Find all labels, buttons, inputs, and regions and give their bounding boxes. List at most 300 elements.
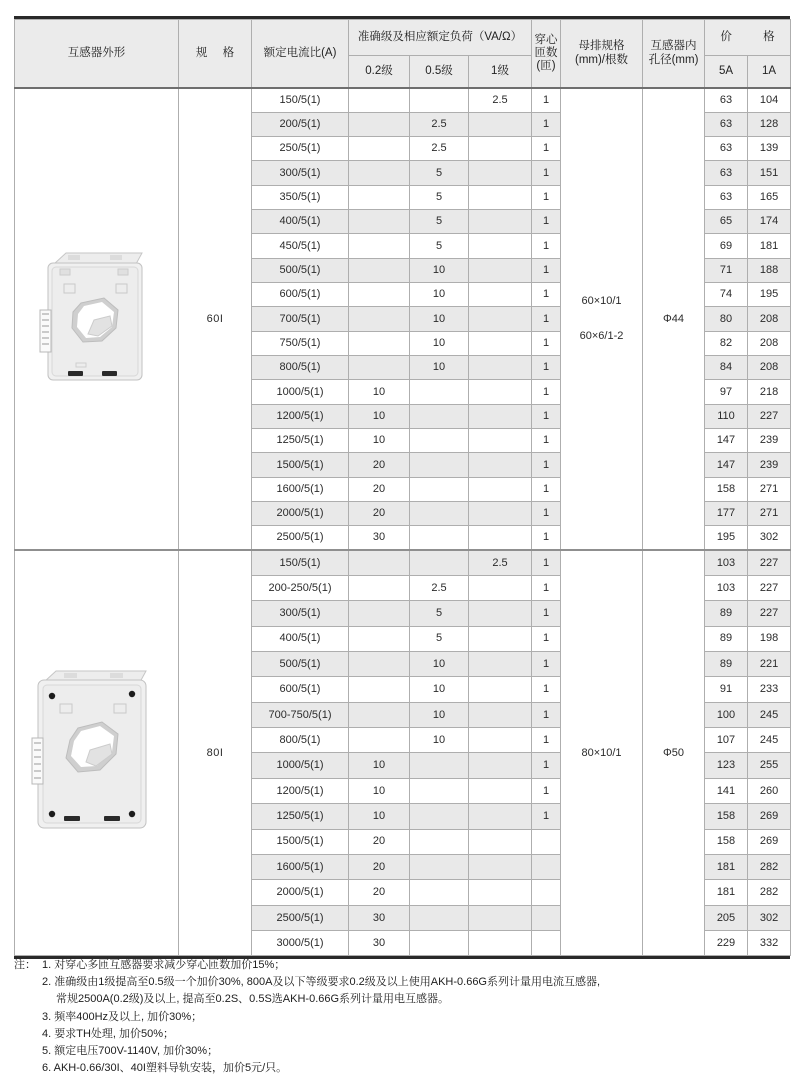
turns-cell — [532, 931, 561, 956]
acc-05-cell: 10 — [410, 258, 469, 282]
price-1a-cell: 139 — [748, 137, 791, 161]
note-text: 6. AKH-0.66/30I、40I塑料导轨安装，加价5元/只。 — [42, 1062, 288, 1075]
acc-1-cell — [469, 185, 532, 209]
price-5a-cell: 74 — [705, 283, 748, 307]
acc-1-cell — [469, 702, 532, 727]
acc-1-cell — [469, 428, 532, 452]
turns-cell: 1 — [532, 185, 561, 209]
col-header-price-group: 价 格 — [705, 20, 791, 56]
price-1a-cell: 271 — [748, 501, 791, 525]
note-text: 5. 额定电压700V-1140V, 加价30%； — [42, 1045, 219, 1058]
acc-1-cell — [469, 601, 532, 626]
ratio-cell: 400/5(1) — [252, 210, 349, 234]
price-5a-cell: 158 — [705, 829, 748, 854]
ratio-cell: 750/5(1) — [252, 331, 349, 355]
price-1a-cell: 208 — [748, 331, 791, 355]
acc-05-cell: 10 — [410, 728, 469, 753]
turns-cell — [532, 829, 561, 854]
ratio-cell: 200/5(1) — [252, 112, 349, 136]
ratio-cell: 2500/5(1) — [252, 526, 349, 550]
acc-1-cell — [469, 501, 532, 525]
acc-05-cell — [410, 88, 469, 112]
acc-1-cell — [469, 331, 532, 355]
acc-02-cell: 10 — [349, 428, 410, 452]
turns-cell: 1 — [532, 428, 561, 452]
price-1a-cell: 188 — [748, 258, 791, 282]
col-header-appearance: 互感器外形 — [15, 20, 179, 89]
acc-1-cell — [469, 677, 532, 702]
price-1a-cell: 198 — [748, 626, 791, 651]
turns-cell: 1 — [532, 778, 561, 803]
acc-1-cell — [469, 880, 532, 905]
ratio-cell: 1200/5(1) — [252, 778, 349, 803]
turns-cell: 1 — [532, 804, 561, 829]
note-text: 1. 对穿心多匝互感器要求减少穿心匝数加价15%； — [42, 959, 286, 971]
col-header-price-1a: 1A — [748, 56, 791, 89]
price-5a-cell: 63 — [705, 88, 748, 112]
col-header-turns-line1: 穿心 — [534, 33, 558, 46]
acc-05-cell: 5 — [410, 210, 469, 234]
turns-cell: 1 — [532, 526, 561, 550]
note-line — [14, 991, 792, 1008]
price-1a-cell: 227 — [748, 550, 791, 575]
ratio-cell: 1500/5(1) — [252, 453, 349, 477]
turns-cell — [532, 880, 561, 905]
ratio-cell: 2500/5(1) — [252, 905, 349, 930]
price-5a-cell: 103 — [705, 575, 748, 600]
table-row — [15, 88, 791, 112]
ratio-cell: 2000/5(1) — [252, 880, 349, 905]
acc-1-cell — [469, 905, 532, 930]
acc-05-cell — [410, 477, 469, 501]
acc-05-cell — [410, 526, 469, 550]
price-1a-cell: 245 — [748, 728, 791, 753]
note-text: 常规2500A(0.2级)及以上, 提高至0.2S、0.5S选AKH-0.66G系列计量用电互感器。 — [56, 993, 450, 1006]
turns-cell: 1 — [532, 355, 561, 379]
acc-02-cell — [349, 651, 410, 676]
acc-1-cell — [469, 575, 532, 600]
acc-05-cell: 2.5 — [410, 575, 469, 600]
acc-05-cell: 10 — [410, 307, 469, 331]
price-1a-cell: 271 — [748, 477, 791, 501]
acc-05-cell — [410, 778, 469, 803]
ratio-cell: 1000/5(1) — [252, 380, 349, 404]
price-1a-cell: 255 — [748, 753, 791, 778]
transformer-60i-image — [15, 88, 179, 550]
acc-1-cell — [469, 137, 532, 161]
acc-1-cell — [469, 453, 532, 477]
price-1a-cell: 332 — [748, 931, 791, 956]
turns-cell: 1 — [532, 137, 561, 161]
col-header-bore — [643, 20, 705, 89]
ratio-cell: 500/5(1) — [252, 651, 349, 676]
acc-05-cell: 10 — [410, 331, 469, 355]
acc-02-cell: 20 — [349, 829, 410, 854]
turns-cell: 1 — [532, 331, 561, 355]
turns-cell: 1 — [532, 283, 561, 307]
price-1a-cell: 151 — [748, 161, 791, 185]
acc-02-cell — [349, 161, 410, 185]
acc-1-cell — [469, 283, 532, 307]
turns-cell: 1 — [532, 161, 561, 185]
spec-value: 80I — [179, 550, 252, 956]
acc-02-cell: 30 — [349, 905, 410, 930]
price-5a-cell: 123 — [705, 753, 748, 778]
acc-05-cell: 10 — [410, 283, 469, 307]
ratio-cell: 600/5(1) — [252, 283, 349, 307]
acc-1-cell — [469, 161, 532, 185]
price-1a-cell: 221 — [748, 651, 791, 676]
acc-02-cell: 20 — [349, 453, 410, 477]
ratio-cell: 1250/5(1) — [252, 428, 349, 452]
acc-02-cell: 20 — [349, 854, 410, 879]
col-header-bore-line2: 孔径(mm) — [648, 53, 699, 66]
ratio-cell: 1200/5(1) — [252, 404, 349, 428]
price-5a-cell: 181 — [705, 854, 748, 879]
note-text: 3. 频率400Hz及以上, 加价30%； — [42, 1010, 203, 1023]
acc-1-cell — [469, 728, 532, 753]
price-5a-cell: 89 — [705, 601, 748, 626]
acc-02-cell — [349, 210, 410, 234]
transformer-80i-drawing — [30, 666, 163, 836]
spec-price-table — [14, 19, 791, 956]
turns-cell: 1 — [532, 601, 561, 626]
acc-02-cell: 10 — [349, 753, 410, 778]
acc-02-cell — [349, 307, 410, 331]
acc-05-cell — [410, 829, 469, 854]
col-header-ratio: 额定电流比(A) — [252, 20, 349, 89]
acc-05-cell — [410, 753, 469, 778]
ratio-cell: 800/5(1) — [252, 355, 349, 379]
ratio-cell: 2000/5(1) — [252, 501, 349, 525]
spec-price-table-wrap — [14, 16, 790, 959]
note-line — [14, 974, 792, 991]
price-5a-cell: 89 — [705, 626, 748, 651]
acc-05-cell — [410, 854, 469, 879]
price-1a-cell: 227 — [748, 575, 791, 600]
acc-02-cell: 10 — [349, 380, 410, 404]
turns-cell: 1 — [532, 702, 561, 727]
acc-05-cell: 5 — [410, 161, 469, 185]
price-1a-cell: 165 — [748, 185, 791, 209]
acc-1-cell — [469, 234, 532, 258]
acc-02-cell: 30 — [349, 526, 410, 550]
turns-cell: 1 — [532, 258, 561, 282]
ratio-cell: 800/5(1) — [252, 728, 349, 753]
acc-05-cell — [410, 931, 469, 956]
acc-05-cell — [410, 404, 469, 428]
busbar-spec-value — [561, 550, 643, 956]
acc-05-cell: 5 — [410, 601, 469, 626]
acc-1-cell — [469, 778, 532, 803]
col-header-busbar — [561, 20, 643, 89]
price-5a-cell: 97 — [705, 380, 748, 404]
note-text: 4. 要求TH处理, 加价50%； — [42, 1027, 175, 1040]
acc-02-cell: 10 — [349, 804, 410, 829]
acc-02-cell: 10 — [349, 404, 410, 428]
acc-02-cell — [349, 355, 410, 379]
col-header-turns-line3: (匝) — [536, 60, 556, 73]
acc-05-cell — [410, 380, 469, 404]
col-header-acc-05: 0.5级 — [410, 56, 469, 89]
bore-diameter-value: Φ44 — [643, 88, 705, 550]
price-5a-cell: 80 — [705, 307, 748, 331]
ratio-cell: 350/5(1) — [252, 185, 349, 209]
acc-1-cell — [469, 526, 532, 550]
ratio-cell: 1600/5(1) — [252, 854, 349, 879]
acc-1-cell — [469, 210, 532, 234]
ratio-cell: 700-750/5(1) — [252, 702, 349, 727]
turns-cell: 1 — [532, 453, 561, 477]
price-5a-cell: 103 — [705, 550, 748, 575]
acc-02-cell — [349, 677, 410, 702]
acc-02-cell — [349, 550, 410, 575]
acc-05-cell: 10 — [410, 677, 469, 702]
acc-05-cell — [410, 550, 469, 575]
ratio-cell: 500/5(1) — [252, 258, 349, 282]
price-5a-cell: 69 — [705, 234, 748, 258]
table-header — [15, 20, 791, 89]
price-1a-cell: 269 — [748, 829, 791, 854]
turns-cell: 1 — [532, 501, 561, 525]
price-1a-cell: 104 — [748, 88, 791, 112]
acc-05-cell: 10 — [410, 651, 469, 676]
ratio-cell: 3000/5(1) — [252, 931, 349, 956]
ratio-cell: 300/5(1) — [252, 161, 349, 185]
price-5a-cell: 91 — [705, 677, 748, 702]
turns-cell — [532, 854, 561, 879]
price-1a-cell: 282 — [748, 880, 791, 905]
turns-cell: 1 — [532, 550, 561, 575]
price-5a-cell: 158 — [705, 477, 748, 501]
busbar-line: 60×6/1-2 — [579, 329, 624, 342]
acc-1-cell — [469, 804, 532, 829]
acc-02-cell — [349, 728, 410, 753]
col-header-turns-line2: 匝数 — [534, 46, 558, 59]
price-5a-cell: 229 — [705, 931, 748, 956]
acc-02-cell — [349, 137, 410, 161]
price-1a-cell: 233 — [748, 677, 791, 702]
note-line — [14, 1043, 792, 1060]
turns-cell: 1 — [532, 651, 561, 676]
table-row — [15, 550, 791, 575]
col-header-busbar-line2: (mm)/根数 — [574, 53, 628, 66]
ratio-cell: 1600/5(1) — [252, 477, 349, 501]
price-1a-cell: 302 — [748, 526, 791, 550]
acc-02-cell — [349, 185, 410, 209]
acc-02-cell — [349, 234, 410, 258]
acc-1-cell: 2.5 — [469, 550, 532, 575]
note-line — [14, 957, 792, 974]
col-header-accuracy-group: 准确级及相应额定负荷（VA/Ω） — [349, 20, 532, 56]
acc-05-cell — [410, 428, 469, 452]
turns-cell: 1 — [532, 677, 561, 702]
transformer-80i-image — [15, 550, 179, 956]
busbar-line: 60×10/1 — [581, 294, 622, 307]
acc-02-cell: 30 — [349, 931, 410, 956]
acc-02-cell — [349, 702, 410, 727]
transformer-60i-drawing — [36, 248, 158, 386]
spec-value: 60I — [179, 88, 252, 550]
turns-cell: 1 — [532, 728, 561, 753]
price-5a-cell: 63 — [705, 185, 748, 209]
turns-cell: 1 — [532, 626, 561, 651]
price-5a-cell: 147 — [705, 428, 748, 452]
price-5a-cell: 84 — [705, 355, 748, 379]
acc-05-cell: 5 — [410, 234, 469, 258]
acc-05-cell — [410, 501, 469, 525]
acc-1-cell — [469, 477, 532, 501]
price-1a-cell: 227 — [748, 601, 791, 626]
acc-05-cell: 2.5 — [410, 112, 469, 136]
turns-cell: 1 — [532, 753, 561, 778]
price-1a-cell: 302 — [748, 905, 791, 930]
price-1a-cell: 195 — [748, 283, 791, 307]
acc-05-cell: 5 — [410, 185, 469, 209]
turns-cell: 1 — [532, 112, 561, 136]
price-1a-cell: 174 — [748, 210, 791, 234]
acc-02-cell: 20 — [349, 477, 410, 501]
price-5a-cell: 63 — [705, 161, 748, 185]
note-text: 2. 准确级由1级提高至0.5级一个加价30%, 800A及以下等级要求0.2级及以上使用AKH-0.66G系列计量用电流互感器, — [42, 976, 601, 989]
turns-cell: 1 — [532, 477, 561, 501]
acc-02-cell — [349, 258, 410, 282]
price-5a-cell: 82 — [705, 331, 748, 355]
ratio-cell: 700/5(1) — [252, 307, 349, 331]
acc-1-cell — [469, 651, 532, 676]
price-1a-cell: 239 — [748, 428, 791, 452]
price-5a-cell: 195 — [705, 526, 748, 550]
price-1a-cell: 282 — [748, 854, 791, 879]
turns-cell: 1 — [532, 380, 561, 404]
turns-cell: 1 — [532, 404, 561, 428]
price-5a-cell: 71 — [705, 258, 748, 282]
price-1a-cell: 128 — [748, 112, 791, 136]
price-1a-cell: 260 — [748, 778, 791, 803]
col-header-turns — [532, 20, 561, 89]
acc-02-cell — [349, 88, 410, 112]
price-5a-cell: 141 — [705, 778, 748, 803]
price-1a-cell: 239 — [748, 453, 791, 477]
ratio-cell: 1000/5(1) — [252, 753, 349, 778]
price-5a-cell: 63 — [705, 112, 748, 136]
ratio-cell: 250/5(1) — [252, 137, 349, 161]
acc-02-cell: 20 — [349, 501, 410, 525]
price-5a-cell: 205 — [705, 905, 748, 930]
acc-1-cell — [469, 753, 532, 778]
turns-cell: 1 — [532, 307, 561, 331]
col-header-acc-02: 0.2级 — [349, 56, 410, 89]
table-body — [15, 88, 791, 956]
note-line — [14, 1026, 792, 1043]
acc-1-cell — [469, 829, 532, 854]
acc-02-cell — [349, 601, 410, 626]
price-5a-cell: 100 — [705, 702, 748, 727]
acc-1-cell — [469, 307, 532, 331]
acc-1-cell — [469, 931, 532, 956]
note-line — [14, 1060, 792, 1077]
acc-05-cell: 2.5 — [410, 137, 469, 161]
ratio-cell: 400/5(1) — [252, 626, 349, 651]
price-5a-cell: 63 — [705, 137, 748, 161]
col-header-bore-line1: 互感器内 — [650, 40, 697, 53]
acc-02-cell — [349, 575, 410, 600]
acc-05-cell — [410, 880, 469, 905]
price-5a-cell: 181 — [705, 880, 748, 905]
turns-cell: 1 — [532, 234, 561, 258]
busbar-spec-value — [561, 88, 643, 550]
price-5a-cell: 147 — [705, 453, 748, 477]
footnotes — [14, 957, 792, 1077]
col-header-acc-1: 1级 — [469, 56, 532, 89]
acc-02-cell — [349, 283, 410, 307]
price-1a-cell: 181 — [748, 234, 791, 258]
acc-05-cell: 10 — [410, 355, 469, 379]
acc-02-cell: 10 — [349, 778, 410, 803]
price-1a-cell: 208 — [748, 307, 791, 331]
busbar-line: 80×10/1 — [581, 746, 622, 759]
ratio-cell: 200-250/5(1) — [252, 575, 349, 600]
turns-cell: 1 — [532, 88, 561, 112]
acc-02-cell — [349, 331, 410, 355]
acc-1-cell — [469, 854, 532, 879]
price-1a-cell: 218 — [748, 380, 791, 404]
acc-1-cell — [469, 380, 532, 404]
ratio-cell: 300/5(1) — [252, 601, 349, 626]
ratio-cell: 450/5(1) — [252, 234, 349, 258]
bore-diameter-value: Φ50 — [643, 550, 705, 956]
price-5a-cell: 158 — [705, 804, 748, 829]
price-1a-cell: 269 — [748, 804, 791, 829]
acc-02-cell — [349, 626, 410, 651]
ratio-cell: 1500/5(1) — [252, 829, 349, 854]
acc-05-cell — [410, 804, 469, 829]
price-1a-cell: 227 — [748, 404, 791, 428]
acc-05-cell — [410, 453, 469, 477]
note-line — [14, 1009, 792, 1026]
acc-1-cell — [469, 626, 532, 651]
acc-05-cell — [410, 905, 469, 930]
price-5a-cell: 177 — [705, 501, 748, 525]
acc-05-cell: 5 — [410, 626, 469, 651]
acc-1-cell — [469, 404, 532, 428]
turns-cell: 1 — [532, 575, 561, 600]
ratio-cell: 1250/5(1) — [252, 804, 349, 829]
acc-1-cell — [469, 355, 532, 379]
ratio-cell: 150/5(1) — [252, 88, 349, 112]
price-5a-cell: 110 — [705, 404, 748, 428]
notes-label: 注： — [14, 959, 36, 971]
price-5a-cell: 65 — [705, 210, 748, 234]
acc-05-cell: 10 — [410, 702, 469, 727]
col-header-spec: 规 格 — [179, 20, 252, 89]
ratio-cell: 600/5(1) — [252, 677, 349, 702]
acc-1-cell — [469, 112, 532, 136]
price-1a-cell: 208 — [748, 355, 791, 379]
col-header-busbar-line1: 母排规格 — [578, 40, 625, 53]
turns-cell — [532, 905, 561, 930]
price-5a-cell: 107 — [705, 728, 748, 753]
ratio-cell: 150/5(1) — [252, 550, 349, 575]
price-5a-cell: 89 — [705, 651, 748, 676]
acc-1-cell: 2.5 — [469, 88, 532, 112]
acc-02-cell: 20 — [349, 880, 410, 905]
acc-02-cell — [349, 112, 410, 136]
turns-cell: 1 — [532, 210, 561, 234]
acc-1-cell — [469, 258, 532, 282]
price-1a-cell: 245 — [748, 702, 791, 727]
col-header-price-5a: 5A — [705, 56, 748, 89]
